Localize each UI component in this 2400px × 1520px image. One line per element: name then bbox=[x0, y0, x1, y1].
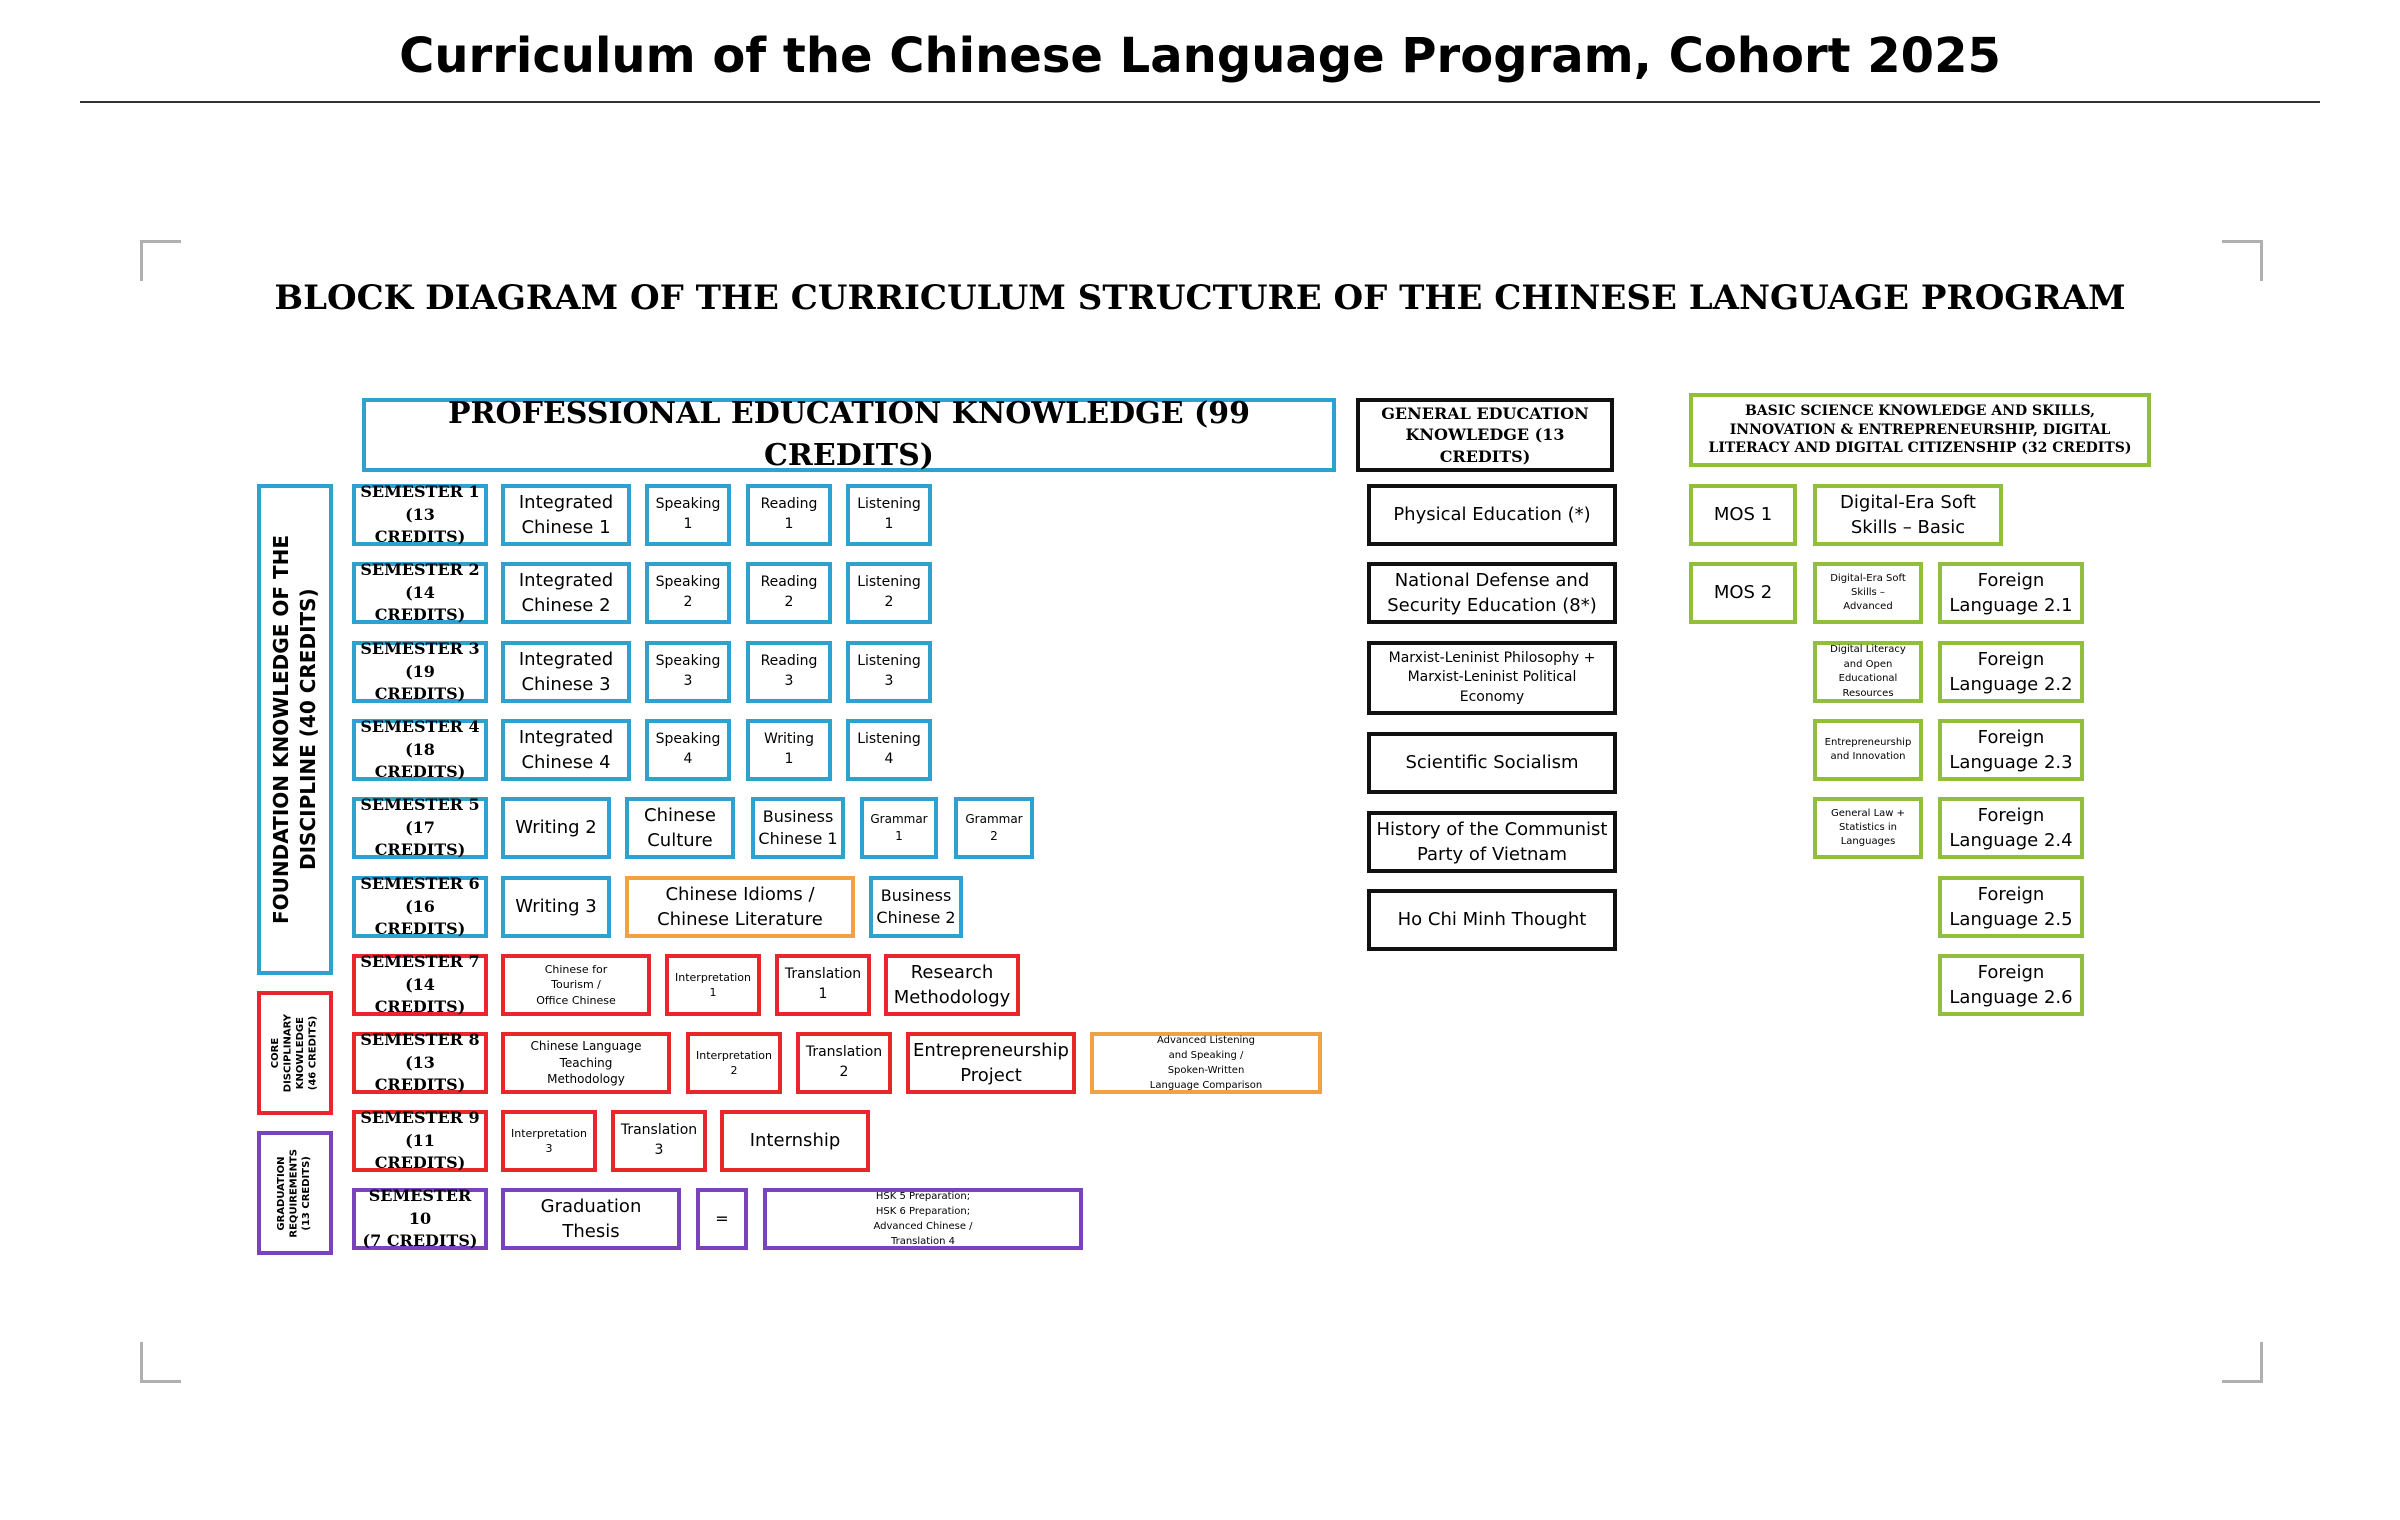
course-translation-2: Translation 2 bbox=[796, 1032, 892, 1094]
course-foreign-language-2-1: Foreign Language 2.1 bbox=[1938, 562, 2084, 624]
title-divider bbox=[80, 101, 2320, 103]
course-national-defense-education: National Defense and Security Education (8*) bbox=[1367, 562, 1617, 624]
foundation-knowledge-text: FOUNDATION KNOWLEDGE OF THE DISCIPLINE (40 CREDITS) bbox=[269, 535, 320, 924]
course-listening-4: Listening 4 bbox=[846, 719, 932, 781]
crop-mark-top-left bbox=[140, 240, 181, 281]
crop-mark-top-right bbox=[2222, 240, 2263, 281]
semester-6-label: SEMESTER 6 (16 CREDITS) bbox=[352, 876, 488, 938]
course-physical-education: Physical Education (*) bbox=[1367, 484, 1617, 546]
course-soft-skills-basic: Digital-Era Soft Skills – Basic bbox=[1813, 484, 2003, 546]
course-foreign-language-2-5: Foreign Language 2.5 bbox=[1938, 876, 2084, 938]
semester-5-label: SEMESTER 5 (17 CREDITS) bbox=[352, 797, 488, 859]
course-entrepreneurship-project: Entrepreneurship Project bbox=[906, 1032, 1076, 1094]
crop-mark-bottom-left bbox=[140, 1342, 181, 1383]
course-integrated-chinese-4: Integrated Chinese 4 bbox=[501, 719, 631, 781]
course-grammar-2: Grammar 2 bbox=[954, 797, 1034, 859]
course-chinese-culture: Chinese Culture bbox=[625, 797, 735, 859]
course-ho-chi-minh-thought: Ho Chi Minh Thought bbox=[1367, 889, 1617, 951]
core-knowledge-label bbox=[257, 991, 333, 1115]
course-integrated-chinese-2: Integrated Chinese 2 bbox=[501, 562, 631, 624]
general-education-header: GENERAL EDUCATION KNOWLEDGE (13 CREDITS) bbox=[1356, 398, 1614, 472]
course-foreign-language-2-3: Foreign Language 2.3 bbox=[1938, 719, 2084, 781]
course-foreign-language-2-6: Foreign Language 2.6 bbox=[1938, 954, 2084, 1016]
course-business-chinese-2: Business Chinese 2 bbox=[869, 876, 963, 938]
course-interpretation-3: Interpretation 3 bbox=[501, 1110, 597, 1172]
semester-1-label: SEMESTER 1 (13 CREDITS) bbox=[352, 484, 488, 546]
page-title: Curriculum of the Chinese Language Program, Cohort 2025 bbox=[399, 28, 2001, 84]
graduation-requirements-text: GRADUATION REQUIREMENTS (13 CREDITS) bbox=[276, 1148, 313, 1238]
semester-9-label: SEMESTER 9 (11 CREDITS) bbox=[352, 1110, 488, 1172]
course-research-methodology: Research Methodology bbox=[884, 954, 1020, 1016]
course-writing-2: Writing 2 bbox=[501, 797, 611, 859]
course-integrated-chinese-3: Integrated Chinese 3 bbox=[501, 641, 631, 703]
course-reading-2: Reading 2 bbox=[746, 562, 832, 624]
course-integrated-chinese-1: Integrated Chinese 1 bbox=[501, 484, 631, 546]
semester-4-label: SEMESTER 4 (18 CREDITS) bbox=[352, 719, 488, 781]
crop-mark-bottom-right bbox=[2222, 1342, 2263, 1383]
course-history-communist-party: History of the Communist Party of Vietnam bbox=[1367, 811, 1617, 873]
course-internship: Internship bbox=[720, 1110, 870, 1172]
course-soft-skills-advanced: Digital-Era Soft Skills – Advanced bbox=[1813, 562, 1923, 624]
diagram-title: BLOCK DIAGRAM OF THE CURRICULUM STRUCTURE OF THE CHINESE LANGUAGE PROGRAM bbox=[274, 278, 2126, 318]
course-reading-3: Reading 3 bbox=[746, 641, 832, 703]
semester-3-label: SEMESTER 3 (19 CREDITS) bbox=[352, 641, 488, 703]
course-digital-literacy-oer: Digital Literacy and Open Educational Resources bbox=[1813, 641, 1923, 703]
course-speaking-2: Speaking 2 bbox=[645, 562, 731, 624]
core-knowledge-text: CORE DISCIPLINARY KNOWLEDGE (46 CREDITS) bbox=[270, 1013, 319, 1093]
course-marxist-leninist-philosophy: Marxist-Leninist Philosophy + Marxist-Leninist Political Economy bbox=[1367, 641, 1617, 715]
semester-8-label: SEMESTER 8 (13 CREDITS) bbox=[352, 1032, 488, 1094]
course-listening-3: Listening 3 bbox=[846, 641, 932, 703]
course-chinese-teaching-methodology: Chinese Language Teaching Methodology bbox=[501, 1032, 671, 1094]
course-entrepreneurship-innovation: Entrepreneurship and Innovation bbox=[1813, 719, 1923, 781]
course-advanced-listening-speaking: Advanced Listening and Speaking / Spoken-Written Language Comparison bbox=[1090, 1032, 1322, 1094]
course-general-law-statistics: General Law + Statistics in Languages bbox=[1813, 797, 1923, 859]
course-grammar-1: Grammar 1 bbox=[860, 797, 938, 859]
course-chinese-for-tourism-office: Chinese for Tourism / Office Chinese bbox=[501, 954, 651, 1016]
course-translation-1: Translation 1 bbox=[775, 954, 871, 1016]
course-listening-1: Listening 1 bbox=[846, 484, 932, 546]
course-graduation-thesis: Graduation Thesis bbox=[501, 1188, 681, 1250]
graduation-requirements-label bbox=[257, 1131, 333, 1255]
basic-science-header: BASIC SCIENCE KNOWLEDGE AND SKILLS, INNOVATION & ENTREPRENEURSHIP, DIGITAL LITERACY AND DIGITAL CITIZENSHIP (32 CREDITS) bbox=[1689, 393, 2151, 467]
course-interpretation-2: Interpretation 2 bbox=[686, 1032, 782, 1094]
course-chinese-idioms-literature: Chinese Idioms / Chinese Literature bbox=[625, 876, 855, 938]
course-speaking-4: Speaking 4 bbox=[645, 719, 731, 781]
course-reading-1: Reading 1 bbox=[746, 484, 832, 546]
course-foreign-language-2-4: Foreign Language 2.4 bbox=[1938, 797, 2084, 859]
foundation-knowledge-label bbox=[257, 484, 333, 975]
course-listening-2: Listening 2 bbox=[846, 562, 932, 624]
course-scientific-socialism: Scientific Socialism bbox=[1367, 732, 1617, 794]
semester-2-label: SEMESTER 2 (14 CREDITS) bbox=[352, 562, 488, 624]
course-interpretation-1: Interpretation 1 bbox=[665, 954, 761, 1016]
course-writing-1: Writing 1 bbox=[746, 719, 832, 781]
course-hsk-preparation-alternative: HSK 5 Preparation; HSK 6 Preparation; Advanced Chinese / Translation 4 bbox=[763, 1188, 1083, 1250]
course-foreign-language-2-2: Foreign Language 2.2 bbox=[1938, 641, 2084, 703]
course-speaking-1: Speaking 1 bbox=[645, 484, 731, 546]
course-mos-1: MOS 1 bbox=[1689, 484, 1797, 546]
semester-7-label: SEMESTER 7 (14 CREDITS) bbox=[352, 954, 488, 1016]
course-business-chinese-1: Business Chinese 1 bbox=[751, 797, 845, 859]
semester-10-label: SEMESTER 10 (7 CREDITS) bbox=[352, 1188, 488, 1250]
course-mos-2: MOS 2 bbox=[1689, 562, 1797, 624]
equivalence-sign: = bbox=[696, 1188, 748, 1250]
course-speaking-3: Speaking 3 bbox=[645, 641, 731, 703]
course-writing-3: Writing 3 bbox=[501, 876, 611, 938]
course-translation-3: Translation 3 bbox=[611, 1110, 707, 1172]
professional-knowledge-header: PROFESSIONAL EDUCATION KNOWLEDGE (99 CREDITS) bbox=[362, 398, 1336, 472]
